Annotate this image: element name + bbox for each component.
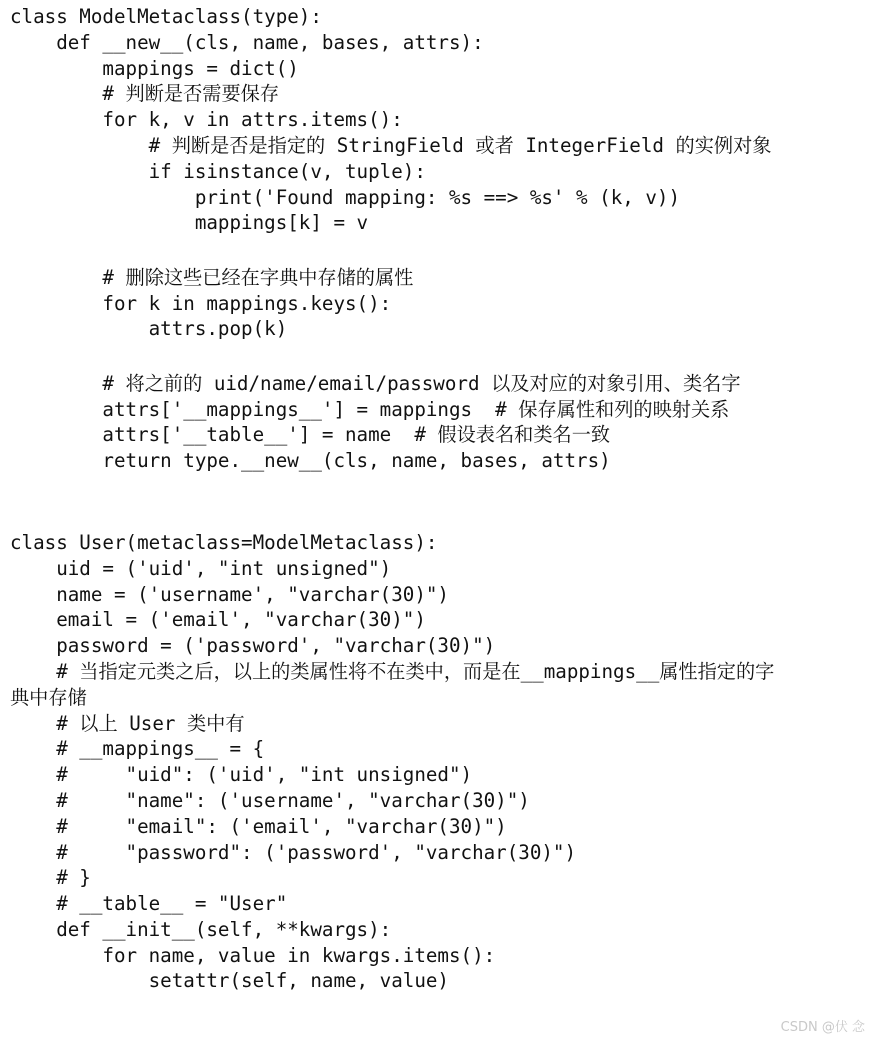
code-blank-line xyxy=(10,342,870,371)
code-comment-line: # 将之前的 uid/name/email/password 以及对应的对象引用、类名字 xyxy=(10,371,741,395)
code-line: print('Found mapping: %s ==> %s' % (k, v)) xyxy=(10,185,681,209)
code-line: for name, value in kwargs.items(): xyxy=(10,943,496,967)
code-line: if isinstance(v, tuple): xyxy=(10,159,426,183)
code-line: attrs['__table__'] = name # 假设表名和类名一致 xyxy=(10,423,611,447)
code-line: for k in mappings.keys(): xyxy=(10,291,392,315)
code-comment-line: # 以上 User 类中有 xyxy=(10,711,245,735)
code-comment-line: # "uid": ('uid', "int unsigned") xyxy=(10,763,473,787)
code-comment-line: # 判断是否需要保存 xyxy=(10,82,280,106)
code-line: def __new__(cls, name, bases, attrs): xyxy=(10,30,484,54)
code-comment-line: # 判断是否是指定的 StringField 或者 IntegerField 的实例对象 xyxy=(10,133,772,157)
csdn-watermark: CSDN @伏 念 xyxy=(780,1020,865,1035)
code-comment-line: # "password": ('password', "varchar(30)") xyxy=(10,840,577,864)
code-blank-line xyxy=(10,236,870,265)
code-comment-line: # "name": ('username', "varchar(30)") xyxy=(10,788,530,812)
code-line: mappings[k] = v xyxy=(10,211,369,235)
code-line: mappings = dict() xyxy=(10,56,299,80)
code-comment-line: 典中存储 xyxy=(10,685,87,709)
code-line: attrs['__mappings__'] = mappings # 保存属性和列的映射关系 xyxy=(10,397,730,421)
code-line: return type.__new__(cls, name, bases, attrs) xyxy=(10,449,611,473)
code-line: class User(metaclass=ModelMetaclass): xyxy=(10,530,438,554)
code-comment-line: # 当指定元类之后，以上的类属性将不在类中，而是在__mappings__属性指定的字 xyxy=(10,659,775,683)
code-block xyxy=(10,4,870,994)
code-comment-line: # 删除这些已经在字典中存储的属性 xyxy=(10,265,414,289)
code-line: class ModelMetaclass(type): xyxy=(10,5,322,28)
code-comment-line: # } xyxy=(10,866,91,890)
code-comment-line: # __mappings__ = { xyxy=(10,737,265,761)
code-line: uid = ('uid', "int unsigned") xyxy=(10,556,392,580)
code-comment-line: # "email": ('email', "varchar(30)") xyxy=(10,814,507,838)
code-line: name = ('username', "varchar(30)") xyxy=(10,582,449,606)
code-comment-line: # __table__ = "User" xyxy=(10,892,288,916)
code-line: password = ('password', "varchar(30)") xyxy=(10,634,496,658)
code-line: email = ('email', "varchar(30)") xyxy=(10,608,426,632)
code-line: for k, v in attrs.items(): xyxy=(10,108,403,132)
code-blank-line xyxy=(10,474,870,530)
code-line: attrs.pop(k) xyxy=(10,317,288,341)
code-line: def __init__(self, **kwargs): xyxy=(10,917,392,941)
code-line: setattr(self, name, value) xyxy=(10,969,449,993)
